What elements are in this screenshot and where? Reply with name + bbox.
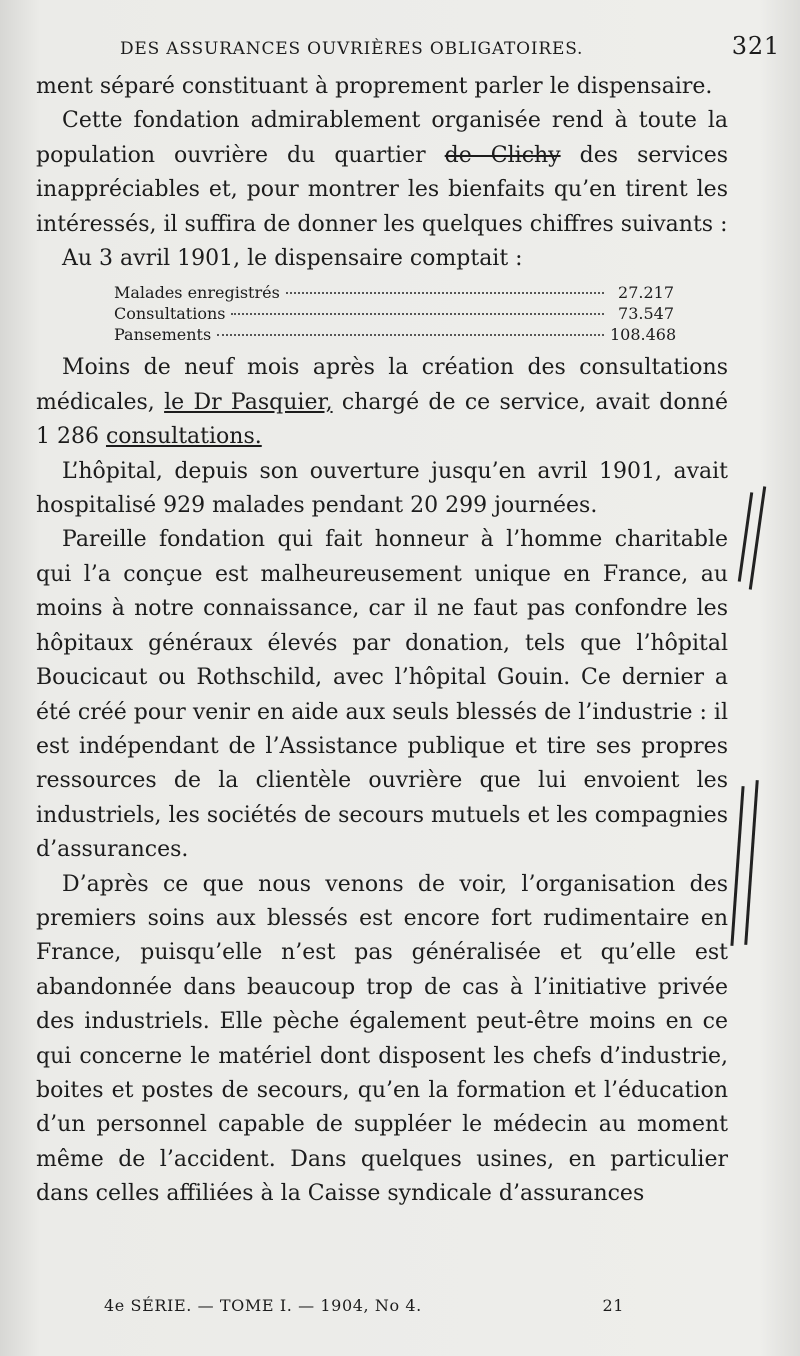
page-header: [120, 32, 780, 60]
page-number: 321: [731, 32, 780, 60]
paragraph-4-text-a: Moins de neuf mois après la création des consultations médicales,: [36, 355, 728, 415]
paragraph-7: D’après ce que nous venons de voir, l’organisation des premiers soins aux blessés est encore fort rudimentaire en France, puisqu’elle n’est pas généralisée et qu’elle est abandonnée dans beaucoup trop de cas à l’initiative privée des industriels. Elle pèche également peut-être moins en ce qui concerne le matériel dont disposent les chefs d’industrie, boites et postes de secours, qu’en la formation et l’éducation d’un personnel capable de suppléer le médecin au moment même de l’accident. Dans quelques usines, en particulier dans celles affiliées à la Caisse syndicale d’assurances: [36, 871, 728, 1207]
page-footer: [104, 1296, 624, 1315]
underlined-text: le Dr Pasquier,: [164, 389, 333, 415]
stats-table: [114, 282, 677, 345]
dot-leader: [231, 313, 604, 315]
footer-series: 4e SÉRIE. — TOME I. — 1904, No 4.: [104, 1296, 422, 1315]
stats-label: Malades enregistrés: [114, 283, 280, 303]
paragraph-4-text-b: chargé de ce service, avait donné 1 286: [36, 389, 728, 450]
footer-signature: 21: [602, 1296, 624, 1315]
page-body: [36, 70, 728, 1212]
struck-text: de Clichy: [444, 142, 561, 168]
paragraph-1: ment séparé constituant à proprement parler le dispensaire.: [36, 74, 713, 99]
stats-value: 108.468: [610, 325, 677, 345]
stats-label: Pansements: [114, 325, 212, 345]
paragraph-6: Pareille fondation qui fait honneur à l’homme charitable qui l’a conçue est malheureusement unique en France, au moins à notre connaissance, car il ne faut pas confondre les hôpitaux généraux élevés par donation, tels que l’hôpital Boucicaut ou Rothschild, avec l’hôpital Gouin. Ce dernier a été créé pour venir en aide aux seuls blessés de l’industrie : il est indépendant de l’Assistance publique et tire ses propres ressources de la clientèle ouvrière que lui envoient les industriels, les sociétés de secours mutuels et les compagnies d’assurances.: [36, 527, 728, 863]
paragraph-3: Au 3 avril 1901, le dispensaire comptait :: [62, 246, 523, 272]
stats-row: [114, 303, 674, 324]
stats-value: 27.217: [618, 283, 674, 303]
running-title: DES ASSURANCES OUVRIÈRES OBLIGATOIRES.: [120, 39, 584, 59]
stats-row: [114, 324, 677, 345]
paragraph-2-text-b: des services inappréciables et, pour montrer les bienfaits qu’en tirent les intéressés, il suffira de donner les quelques chiffres suivants :: [36, 142, 729, 237]
paragraph-4: [36, 351, 728, 454]
stats-row: [114, 282, 674, 303]
paragraph-5: L’hôpital, depuis son ouverture jusqu’en avril 1901, avait hospitalisé 929 malades pendant 20 299 journées.: [36, 458, 728, 519]
margin-mark: [730, 786, 744, 946]
paragraph-2: [36, 104, 728, 242]
dot-leader: [217, 334, 604, 336]
stats-label: Consultations: [114, 304, 226, 324]
dot-leader: [286, 292, 604, 294]
margin-mark: [744, 780, 759, 945]
paragraph-2-text-a: Cette fondation admirablement organisée rend à toute la population ouvrière du quartier: [36, 108, 728, 168]
stats-value: 73.547: [618, 304, 674, 324]
underlined-text-2: consultations.: [105, 424, 262, 450]
